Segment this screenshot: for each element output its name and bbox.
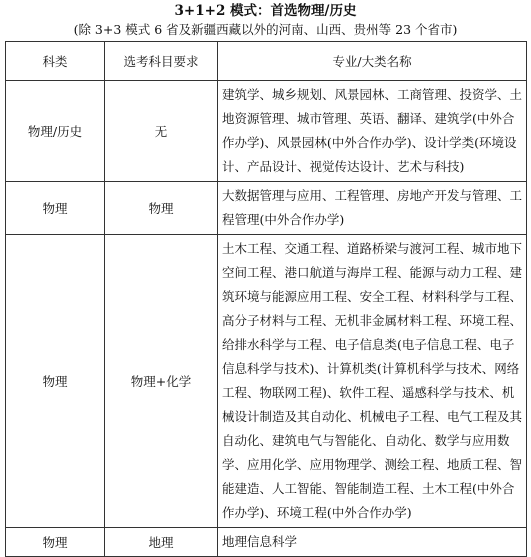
majors-cell: 建筑学、城乡规划、风景园林、工商管理、投资学、土地资源管理、城市管理、英语、翻译、建筑学(中外合作办学)、风景园林(中外合作办学)、设计学类(环境设计、产品设计、视觉传达设计、艺术与科技): [218, 81, 527, 182]
table-row: [6, 182, 527, 235]
requirement-cell: 物理: [105, 182, 218, 235]
requirement-cell: 无: [105, 81, 218, 182]
table-row: [6, 81, 527, 182]
category-cell: 物理: [6, 528, 105, 557]
column-header-requirement: 选考科目要求: [105, 42, 218, 81]
column-header-majors: 专业/大类名称: [218, 42, 527, 81]
document-subtitle: (除 3+3 模式 6 省及新疆西藏以外的河南、山西、贵州等 23 个省市): [73, 22, 458, 37]
category-cell: 物理/历史: [6, 81, 105, 182]
category-cell: 物理: [6, 235, 105, 528]
table-row: [6, 235, 527, 528]
majors-cell: 大数据管理与应用、工程管理、房地产开发与管理、工程管理(中外合作办学): [218, 182, 527, 235]
category-cell: 物理: [6, 182, 105, 235]
requirement-cell: 物理+化学: [105, 235, 218, 528]
column-header-category: 科类: [6, 42, 105, 81]
document-title: 3+1+2 模式：首选物理/历史: [174, 3, 357, 19]
majors-cell: 地理信息科学: [218, 528, 527, 557]
requirement-cell: 地理: [105, 528, 218, 557]
majors-cell: 土木工程、交通工程、道路桥梁与渡河工程、城市地下空间工程、港口航道与海岸工程、能源与动力工程、建筑环境与能源应用工程、安全工程、材料科学与工程、高分子材料与工程、无机非金属材料工程、环境工程、给排水科学与工程、电子信息类(电子信息工程、电子信息科学与技术)、计算机类(计算机科学与技术、网络工程、物联网工程)、软件工程、遥感科学与技术、机械设计制造及其自动化、机械电子工程、电气工程及其自动化、建筑电气与智能化、自动化、数学与应用数学、应用化学、应用物理学、测绘工程、地质工程、智能建造、人工智能、智能制造工程、土木工程(中外合作办学)、环境工程(中外合作办学): [218, 235, 527, 528]
subject-requirement-table: [5, 41, 527, 557]
table-row: [6, 528, 527, 557]
table-header-row: [6, 42, 527, 81]
